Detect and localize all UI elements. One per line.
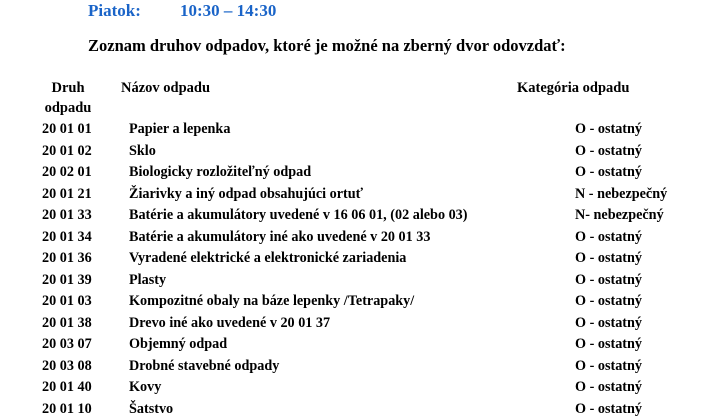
waste-code: 20 01 33 <box>42 207 92 223</box>
column-header-code-line1: Druh <box>51 80 85 96</box>
waste-name: Papier a lepenka <box>129 121 231 137</box>
waste-name: Vyradené elektrické a elektronické zariadenia <box>129 250 407 266</box>
opening-hours: 10:30 – 14:30 <box>180 1 277 20</box>
waste-code: 20 03 07 <box>42 336 92 352</box>
column-header-code <box>44 78 92 118</box>
opening-hours-line <box>88 1 276 21</box>
waste-name: Kompozitné obaly na báze lepenky /Tetrapaky/ <box>129 293 415 309</box>
table-row <box>0 119 720 141</box>
waste-code: 20 01 10 <box>42 400 92 417</box>
waste-category: O - ostatný <box>575 400 642 417</box>
table-row <box>0 270 720 292</box>
waste-name: Kovy <box>129 379 162 395</box>
waste-code: 20 01 34 <box>42 228 92 245</box>
waste-category: O - ostatný <box>575 250 642 266</box>
waste-name: Batérie a akumulátory iné ako uvedené v 20 01 33 <box>129 228 431 245</box>
waste-code: 20 03 08 <box>42 357 92 374</box>
waste-category: O - ostatný <box>575 142 642 159</box>
waste-code: 20 01 21 <box>42 185 92 202</box>
column-header-name: Názov odpadu <box>121 80 211 96</box>
table-row <box>0 399 720 420</box>
waste-category: N - nebezpečný <box>575 185 668 202</box>
waste-category: O - ostatný <box>575 271 642 288</box>
waste-category: O - ostatný <box>575 336 642 352</box>
waste-name: Batérie a akumulátory uvedené v 16 06 01, (02 alebo 03) <box>129 207 468 223</box>
table-row <box>0 356 720 378</box>
waste-category: O - ostatný <box>575 314 642 331</box>
column-header-code-line2: odpadu <box>44 100 92 116</box>
waste-category: O - ostatný <box>575 121 642 137</box>
table-row <box>0 205 720 227</box>
table-row <box>0 248 720 270</box>
table-row <box>0 313 720 335</box>
waste-category: N- nebezpečný <box>575 207 664 223</box>
waste-code: 20 01 02 <box>42 142 92 159</box>
waste-name: Plasty <box>129 271 167 288</box>
waste-code: 20 01 39 <box>42 271 92 288</box>
opening-day: Piatok: <box>88 1 141 20</box>
waste-category: O - ostatný <box>575 379 642 395</box>
table-row <box>0 291 720 313</box>
waste-code: 20 02 01 <box>42 164 92 180</box>
waste-code: 20 01 01 <box>42 121 92 137</box>
column-header-category: Kategória odpadu <box>517 80 630 96</box>
table-row <box>0 334 720 356</box>
table-row <box>0 184 720 206</box>
table-row <box>0 377 720 399</box>
waste-name: Drevo iné ako uvedené v 20 01 37 <box>129 314 331 331</box>
waste-code: 20 01 03 <box>42 293 92 309</box>
waste-name: Drobné stavebné odpady <box>129 357 280 374</box>
waste-category: O - ostatný <box>575 293 642 309</box>
waste-category: O - ostatný <box>575 164 642 180</box>
waste-name: Šatstvo <box>129 400 174 417</box>
waste-table-body <box>0 119 720 420</box>
list-intro-heading: Zoznam druhov odpadov, ktoré je možné na zberný dvor odovzdať: <box>88 36 566 55</box>
waste-name: Žiarivky a iný odpad obsahujúci ortuť <box>129 185 364 202</box>
waste-name: Biologicky rozložiteľný odpad <box>129 164 312 180</box>
waste-category: O - ostatný <box>575 357 642 374</box>
waste-name: Objemný odpad <box>129 336 228 352</box>
waste-code: 20 01 40 <box>42 379 92 395</box>
waste-code: 20 01 38 <box>42 314 92 331</box>
table-row <box>0 227 720 249</box>
waste-category: O - ostatný <box>575 228 642 245</box>
table-row <box>0 141 720 163</box>
waste-code: 20 01 36 <box>42 250 92 266</box>
table-row <box>0 162 720 184</box>
waste-name: Sklo <box>129 142 156 159</box>
